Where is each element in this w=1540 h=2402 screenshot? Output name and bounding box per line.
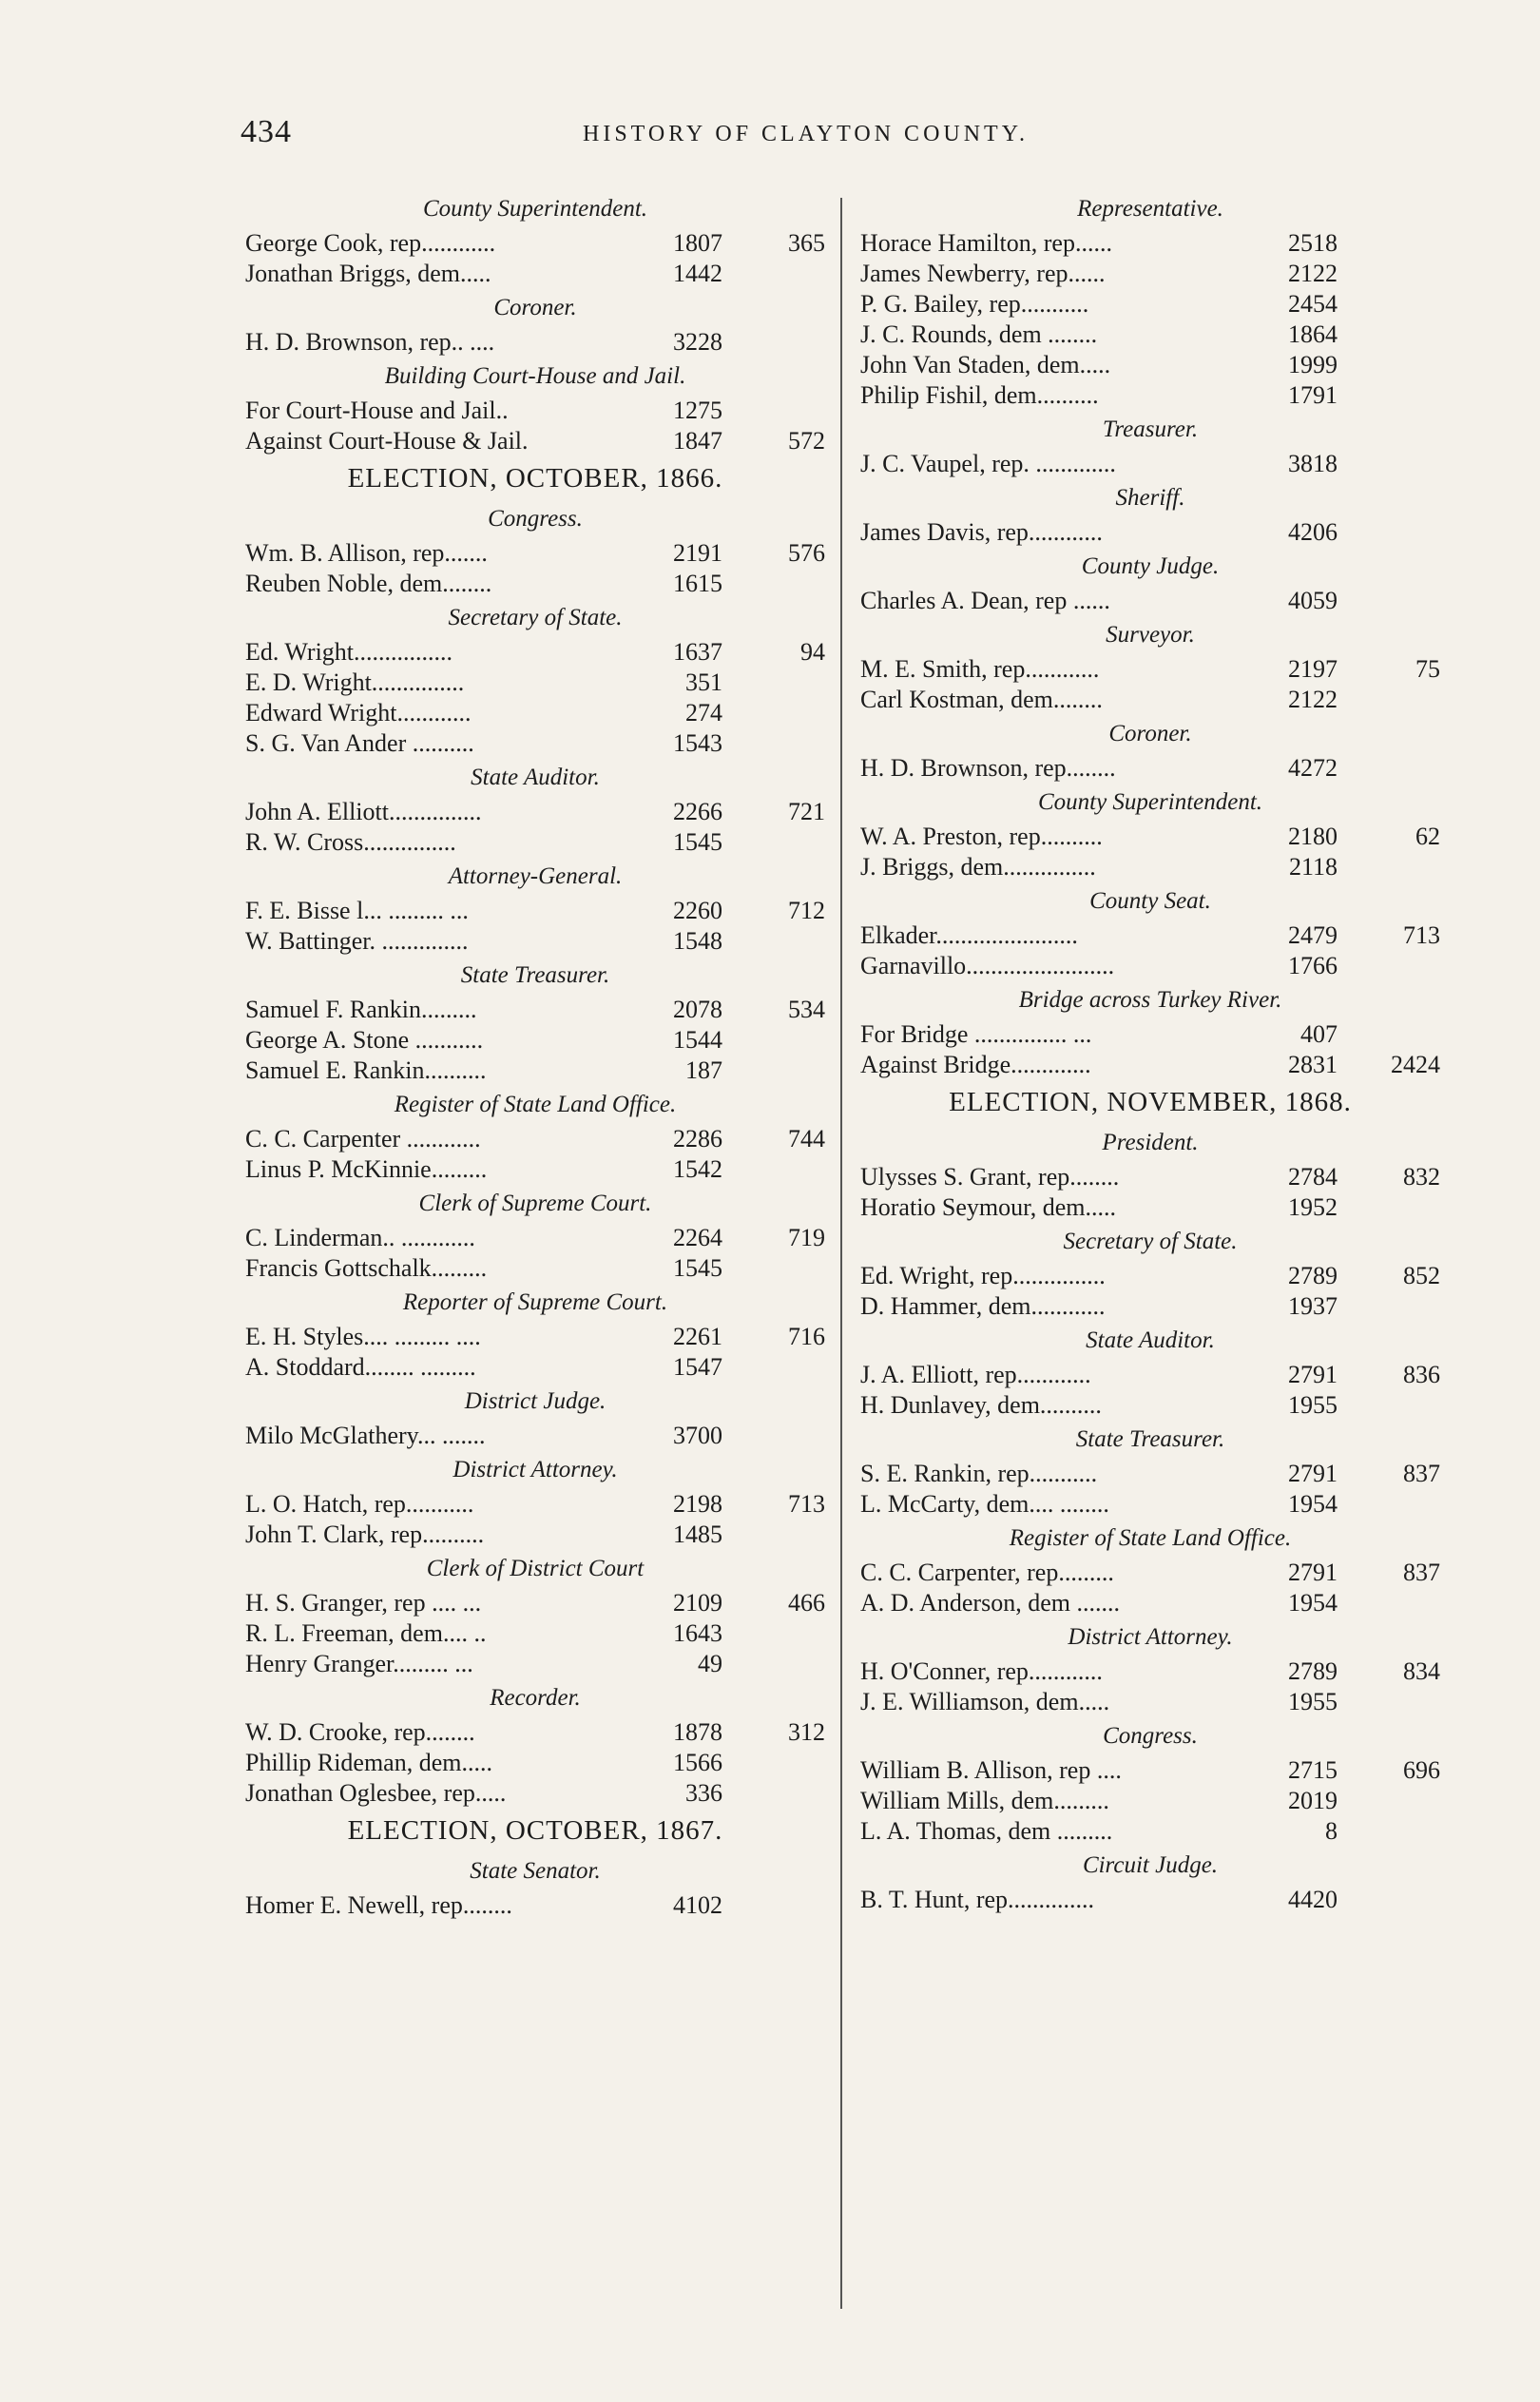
section-heading: Secretary of State.	[1063, 1229, 1238, 1254]
majority-count: 466	[788, 1589, 825, 1617]
running-title: HISTORY OF CLAYTON COUNTY.	[583, 122, 1029, 146]
vote-entry	[860, 289, 1440, 320]
vote-entry	[860, 228, 1440, 259]
vote-entry	[245, 1124, 825, 1154]
vote-entry	[860, 1019, 1440, 1050]
vote-entry	[245, 637, 825, 668]
candidate-name: Ed. Wright, rep...............	[860, 1262, 1106, 1289]
vote-count: 1548	[673, 927, 722, 955]
election-heading: ELECTION, OCTOBER, 1866.	[347, 463, 723, 494]
candidate-name: L. McCarty, dem.... ........	[860, 1490, 1109, 1518]
left-column	[245, 190, 825, 1921]
candidate-name: W. D. Crooke, rep........	[245, 1718, 475, 1746]
vote-count: 274	[685, 699, 722, 726]
vote-count: 1999	[1288, 351, 1338, 378]
vote-count: 2715	[1288, 1756, 1338, 1784]
section-heading: State Auditor.	[1086, 1327, 1215, 1353]
vote-entry	[860, 1687, 1440, 1717]
majority-count: 75	[1415, 655, 1440, 683]
vote-entry	[245, 698, 825, 728]
vote-count: 4272	[1288, 754, 1338, 782]
section-heading: Clerk of Supreme Court.	[418, 1191, 652, 1216]
vote-count: 1547	[673, 1353, 722, 1381]
vote-count: 2286	[673, 1125, 722, 1153]
vote-count: 2479	[1288, 921, 1338, 949]
majority-count: 2424	[1391, 1051, 1440, 1078]
majority-count: 534	[788, 996, 825, 1023]
vote-count: 1954	[1288, 1589, 1338, 1617]
vote-count: 1544	[673, 1026, 722, 1054]
column-divider	[840, 198, 842, 2309]
majority-count: 716	[788, 1323, 825, 1350]
vote-count: 2198	[673, 1490, 722, 1518]
candidate-name: Phillip Rideman, dem.....	[245, 1749, 492, 1776]
majority-count: 94	[800, 638, 825, 666]
vote-count: 2180	[1288, 823, 1338, 850]
vote-count: 1807	[673, 229, 722, 257]
vote-count: 2122	[1288, 686, 1338, 713]
vote-count: 1864	[1288, 320, 1338, 348]
vote-entry	[860, 951, 1440, 981]
section-heading: Attorney-General.	[448, 863, 623, 889]
candidate-name: Charles A. Dean, rep ......	[860, 587, 1110, 614]
vote-count: 2078	[673, 996, 722, 1023]
candidate-name: Garnavillo........................	[860, 952, 1115, 979]
section-heading: County Superintendent.	[422, 196, 648, 222]
section-heading: Congress.	[488, 506, 583, 532]
candidate-name: H. D. Brownson, rep.. ....	[245, 328, 495, 356]
majority-count: 365	[788, 229, 825, 257]
vote-count: 2454	[1288, 290, 1338, 318]
majority-count: 712	[788, 897, 825, 924]
vote-entry	[860, 920, 1440, 951]
vote-count: 2261	[673, 1323, 722, 1350]
vote-entry	[245, 1618, 825, 1649]
section-heading: Clerk of District Court	[426, 1556, 645, 1581]
vote-entry	[860, 1162, 1440, 1192]
majority-count: 744	[788, 1125, 825, 1153]
vote-count: 4102	[673, 1891, 722, 1919]
vote-count: 1954	[1288, 1490, 1338, 1518]
majority-count: 713	[1403, 921, 1440, 949]
candidate-name: James Davis, rep............	[860, 518, 1103, 546]
candidate-name: Reuben Noble, dem........	[245, 570, 492, 597]
vote-entry	[860, 1816, 1440, 1847]
vote-count: 1643	[673, 1619, 722, 1647]
majority-count: 312	[788, 1718, 825, 1746]
candidate-name: J. C. Vaupel, rep. .............	[860, 450, 1116, 477]
vote-entry	[245, 1223, 825, 1253]
section-heading: President.	[1102, 1130, 1199, 1155]
vote-count: 351	[685, 668, 722, 696]
section-heading: Recorder.	[490, 1685, 581, 1711]
candidate-name: P. G. Bailey, rep...........	[860, 290, 1089, 318]
section-heading: State Auditor.	[471, 765, 600, 790]
section-heading: Secretary of State.	[448, 605, 623, 630]
section-heading: County Superintendent.	[1037, 789, 1263, 815]
vote-entry	[860, 654, 1440, 685]
vote-entry	[245, 926, 825, 957]
candidate-name: A. Stoddard........ .........	[245, 1353, 476, 1381]
vote-count: 2019	[1288, 1787, 1338, 1814]
vote-entry	[860, 1459, 1440, 1489]
majority-count: 852	[1403, 1262, 1440, 1289]
vote-entry	[860, 685, 1440, 715]
vote-entry	[245, 827, 825, 858]
section-heading: Circuit Judge.	[1082, 1852, 1219, 1878]
candidate-name: J. C. Rounds, dem ........	[860, 320, 1098, 348]
vote-entry	[245, 896, 825, 926]
vote-count: 1791	[1288, 381, 1338, 409]
vote-entry	[860, 1755, 1440, 1786]
vote-count: 2266	[673, 798, 722, 825]
vote-entry	[245, 327, 825, 358]
candidate-name: E. H. Styles.... ......... ....	[245, 1323, 481, 1350]
candidate-name: H. Dunlavey, dem..........	[860, 1391, 1102, 1419]
candidate-name: George A. Stone ...........	[245, 1026, 484, 1054]
vote-count: 4206	[1288, 518, 1338, 546]
vote-entry	[860, 852, 1440, 882]
section-heading: Register of State Land Office.	[1009, 1525, 1292, 1551]
vote-count: 4059	[1288, 587, 1338, 614]
candidate-name: Wm. B. Allison, rep.......	[245, 539, 488, 567]
vote-count: 1545	[673, 828, 722, 856]
vote-entry	[245, 797, 825, 827]
vote-count: 2784	[1288, 1163, 1338, 1191]
candidate-name: R. W. Cross...............	[245, 828, 456, 856]
right-column	[860, 190, 1440, 1915]
vote-entry	[860, 1291, 1440, 1322]
vote-count: 2260	[673, 897, 722, 924]
candidate-name: C. C. Carpenter, rep.........	[860, 1559, 1114, 1586]
majority-count: 832	[1403, 1163, 1440, 1191]
candidate-name: A. D. Anderson, dem .......	[860, 1589, 1120, 1617]
candidate-name: W. Battinger. ..............	[245, 927, 469, 955]
candidate-name: H. O'Conner, rep............	[860, 1657, 1103, 1685]
vote-entry	[245, 1025, 825, 1056]
vote-entry	[860, 1885, 1440, 1915]
vote-count: 1847	[673, 427, 722, 455]
candidate-name: Henry Granger......... ...	[245, 1650, 473, 1677]
vote-count: 2518	[1288, 229, 1338, 257]
vote-entry	[245, 1778, 825, 1809]
vote-entry	[245, 228, 825, 259]
vote-entry	[245, 259, 825, 289]
majority-count: 713	[788, 1490, 825, 1518]
vote-count: 2264	[673, 1224, 722, 1251]
candidate-name: Milo McGlathery... .......	[245, 1422, 486, 1449]
candidate-name: John Van Staden, dem.....	[860, 351, 1111, 378]
vote-entry	[860, 753, 1440, 784]
vote-entry	[860, 1050, 1440, 1080]
vote-entry	[245, 1056, 825, 1086]
candidate-name: S. E. Rankin, rep...........	[860, 1460, 1098, 1487]
vote-count: 1615	[673, 570, 722, 597]
vote-count: 1543	[673, 729, 722, 757]
vote-entry	[860, 517, 1440, 548]
candidate-name: Jonathan Oglesbee, rep.....	[245, 1779, 507, 1807]
candidate-name: M. E. Smith, rep............	[860, 655, 1100, 683]
vote-entry	[860, 1360, 1440, 1390]
vote-count: 4420	[1288, 1886, 1338, 1913]
candidate-name: L. A. Thomas, dem .........	[860, 1817, 1113, 1845]
vote-entry	[245, 1588, 825, 1618]
vote-entry	[860, 1390, 1440, 1421]
vote-entry	[245, 396, 825, 426]
candidate-name: D. Hammer, dem............	[860, 1292, 1106, 1320]
vote-count: 2122	[1288, 260, 1338, 287]
candidate-name: F. E. Bisse l... ......... ...	[245, 897, 469, 924]
candidate-name: C. C. Carpenter ............	[245, 1125, 481, 1153]
candidate-name: William B. Allison, rep ....	[860, 1756, 1122, 1784]
section-heading: District Attorney.	[452, 1457, 618, 1482]
vote-count: 336	[685, 1779, 722, 1807]
vote-count: 49	[698, 1650, 722, 1677]
candidate-name: Linus P. McKinnie.........	[245, 1155, 488, 1183]
vote-count: 1878	[673, 1718, 722, 1746]
vote-entry	[860, 1192, 1440, 1223]
section-heading: Coroner.	[1108, 721, 1192, 746]
vote-entry	[860, 1489, 1440, 1520]
candidate-name: John A. Elliott...............	[245, 798, 482, 825]
candidate-name: J. E. Williamson, dem.....	[860, 1688, 1110, 1715]
candidate-name: S. G. Van Ander ..........	[245, 729, 474, 757]
candidate-name: Ulysses S. Grant, rep........	[860, 1163, 1120, 1191]
section-heading: County Judge.	[1081, 553, 1220, 579]
section-heading: State Treasurer.	[460, 962, 610, 988]
section-heading: Representative.	[1077, 196, 1223, 222]
vote-entry	[860, 259, 1440, 289]
vote-entry	[860, 380, 1440, 411]
vote-entry	[860, 1786, 1440, 1816]
majority-count: 576	[788, 539, 825, 567]
vote-count: 3700	[673, 1422, 722, 1449]
section-heading: Treasurer.	[1102, 416, 1199, 442]
vote-entry	[860, 586, 1440, 616]
vote-count: 2789	[1288, 1657, 1338, 1685]
vote-entry	[245, 569, 825, 599]
candidate-name: B. T. Hunt, rep..............	[860, 1886, 1095, 1913]
vote-entry	[245, 995, 825, 1025]
vote-entry	[245, 1253, 825, 1284]
vote-count: 2109	[673, 1589, 722, 1617]
vote-entry	[245, 538, 825, 569]
candidate-name: C. Linderman.. ............	[245, 1224, 475, 1251]
majority-count: 721	[788, 798, 825, 825]
vote-count: 1542	[673, 1155, 722, 1183]
vote-entry	[245, 1489, 825, 1520]
candidate-name: W. A. Preston, rep..........	[860, 823, 1103, 850]
vote-count: 3228	[673, 328, 722, 356]
vote-entry	[860, 1558, 1440, 1588]
section-heading: Surveyor.	[1106, 622, 1195, 648]
vote-entry	[860, 320, 1440, 350]
candidate-name: Samuel E. Rankin..........	[245, 1056, 487, 1084]
section-heading: Bridge across Turkey River.	[1018, 987, 1282, 1013]
candidate-name: R. L. Freeman, dem.... ..	[245, 1619, 487, 1647]
section-heading: Reporter of Supreme Court.	[402, 1289, 668, 1315]
majority-count: 834	[1403, 1657, 1440, 1685]
vote-entry	[245, 1649, 825, 1679]
vote-count: 2791	[1288, 1559, 1338, 1586]
vote-entry	[245, 426, 825, 456]
section-heading: District Judge.	[464, 1388, 606, 1414]
candidate-name: Ed. Wright................	[245, 638, 453, 666]
section-heading: Register of State Land Office.	[394, 1092, 677, 1117]
vote-entry	[245, 1322, 825, 1352]
vote-count: 2118	[1288, 853, 1338, 881]
candidate-name: For Court-House and Jail..	[245, 397, 509, 424]
vote-count: 1766	[1288, 952, 1338, 979]
vote-count: 2197	[1288, 655, 1338, 683]
vote-count: 1442	[673, 260, 722, 287]
vote-count: 2789	[1288, 1262, 1338, 1289]
candidate-name: For Bridge ............... ...	[860, 1020, 1092, 1048]
majority-count: 62	[1415, 823, 1440, 850]
vote-count: 1566	[673, 1749, 722, 1776]
vote-count: 1952	[1288, 1193, 1338, 1221]
majority-count: 837	[1403, 1559, 1440, 1586]
candidate-name: Edward Wright............	[245, 699, 472, 726]
vote-entry	[245, 1717, 825, 1748]
candidate-name: George Cook, rep............	[245, 229, 496, 257]
candidate-name: Horatio Seymour, dem.....	[860, 1193, 1117, 1221]
vote-count: 1637	[673, 638, 722, 666]
vote-entry	[860, 1656, 1440, 1687]
section-heading: Sheriff.	[1115, 485, 1185, 511]
candidate-name: John T. Clark, rep..........	[245, 1521, 485, 1548]
vote-count: 2191	[673, 539, 722, 567]
section-heading: Coroner.	[493, 295, 577, 320]
candidate-name: Samuel F. Rankin.........	[245, 996, 477, 1023]
vote-count: 1955	[1288, 1391, 1338, 1419]
majority-count: 696	[1403, 1756, 1440, 1784]
candidate-name: J. Briggs, dem...............	[860, 853, 1096, 881]
vote-count: 1275	[673, 397, 722, 424]
election-heading: ELECTION, NOVEMBER, 1868.	[949, 1087, 1352, 1117]
vote-entry	[245, 1352, 825, 1383]
vote-entry	[860, 350, 1440, 380]
vote-count: 2791	[1288, 1361, 1338, 1388]
vote-count: 1937	[1288, 1292, 1338, 1320]
majority-count: 837	[1403, 1460, 1440, 1487]
election-heading: ELECTION, OCTOBER, 1867.	[347, 1815, 723, 1846]
candidate-name: William Mills, dem.........	[860, 1787, 1109, 1814]
vote-entry	[245, 1748, 825, 1778]
vote-count: 2791	[1288, 1460, 1338, 1487]
vote-entry	[860, 822, 1440, 852]
section-heading: State Senator.	[470, 1858, 601, 1884]
section-heading: Building Court-House and Jail.	[384, 363, 686, 389]
section-heading: Congress.	[1103, 1723, 1198, 1749]
vote-count: 1955	[1288, 1688, 1338, 1715]
majority-count: 572	[788, 427, 825, 455]
vote-count: 1485	[673, 1521, 722, 1548]
candidate-name: Philip Fishil, dem..........	[860, 381, 1099, 409]
candidate-name: Jonathan Briggs, dem.....	[245, 260, 491, 287]
candidate-name: Horace Hamilton, rep......	[860, 229, 1112, 257]
vote-count: 407	[1300, 1020, 1338, 1048]
page-header	[241, 114, 1296, 162]
vote-count: 187	[685, 1056, 722, 1084]
section-heading: County Seat.	[1089, 888, 1211, 914]
candidate-name: Francis Gottschalk.........	[245, 1254, 488, 1282]
vote-entry	[245, 668, 825, 698]
candidate-name: E. D. Wright...............	[245, 668, 465, 696]
section-heading: District Attorney.	[1068, 1624, 1233, 1650]
candidate-name: L. O. Hatch, rep...........	[245, 1490, 474, 1518]
candidate-name: James Newberry, rep......	[860, 260, 1106, 287]
page-number: 434	[241, 114, 292, 149]
vote-entry	[245, 1520, 825, 1550]
candidate-name: Elkader.......................	[860, 921, 1078, 949]
candidate-name: H. S. Granger, rep .... ...	[245, 1589, 482, 1617]
candidate-name: Homer E. Newell, rep........	[245, 1891, 512, 1919]
vote-entry	[245, 1890, 825, 1921]
vote-entry	[245, 728, 825, 759]
candidate-name: Against Court-House & Jail.	[245, 427, 529, 455]
section-heading: State Treasurer.	[1075, 1426, 1225, 1452]
vote-count: 8	[1325, 1817, 1338, 1845]
vote-count: 1545	[673, 1254, 722, 1282]
candidate-name: H. D. Brownson, rep........	[860, 754, 1116, 782]
vote-entry	[245, 1154, 825, 1185]
vote-entry	[860, 1261, 1440, 1291]
majority-count: 719	[788, 1224, 825, 1251]
vote-entry	[860, 1588, 1440, 1618]
candidate-name: J. A. Elliott, rep............	[860, 1361, 1091, 1388]
vote-entry	[245, 1421, 825, 1451]
majority-count: 836	[1403, 1361, 1440, 1388]
vote-count: 2831	[1288, 1051, 1338, 1078]
vote-entry	[860, 449, 1440, 479]
vote-count: 3818	[1288, 450, 1338, 477]
candidate-name: Against Bridge.............	[860, 1051, 1091, 1078]
candidate-name: Carl Kostman, dem........	[860, 686, 1103, 713]
